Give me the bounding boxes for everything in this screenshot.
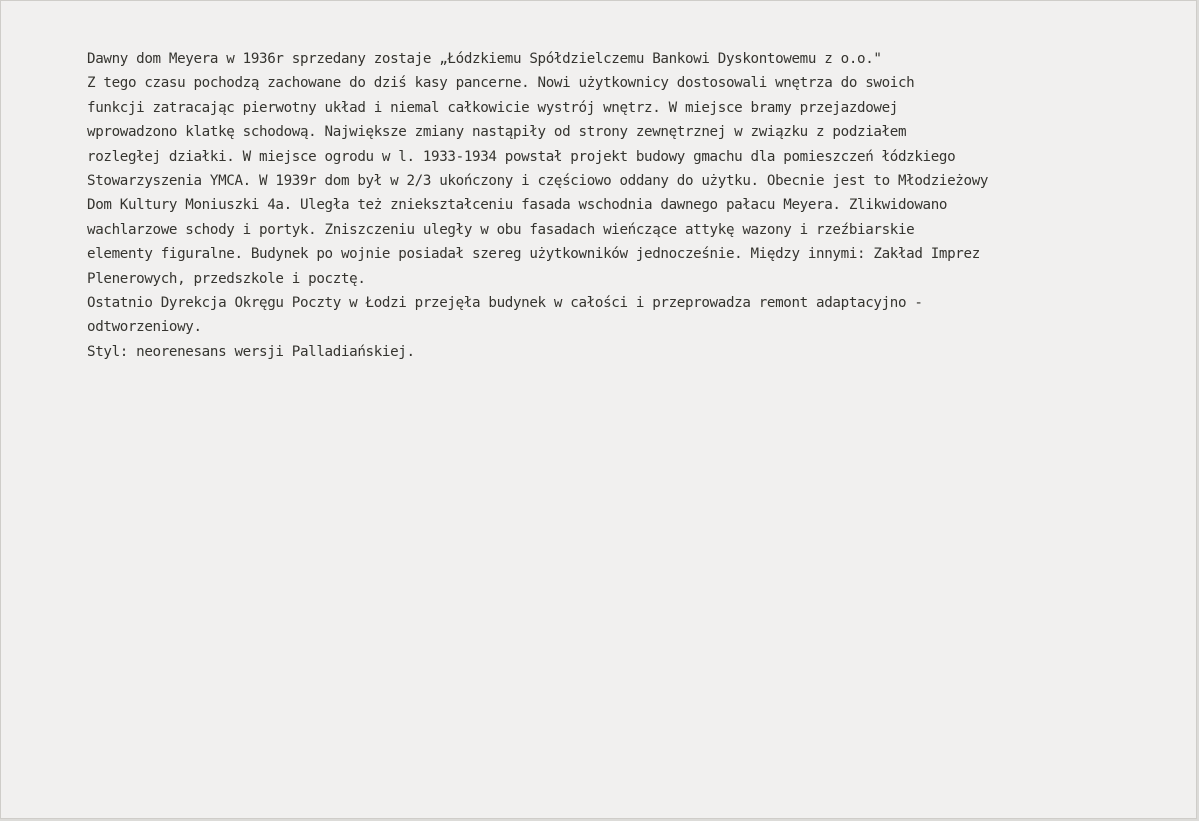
text-line: wprowadzono klatkę schodową. Największe zmiany nastąpiły od strony zewnętrznej w związku z podziałem bbox=[87, 124, 907, 141]
text-line: rozległej działki. W miejsce ogrodu w l. 1933-1934 powstał projekt budowy gmachu dla pomieszczeń łódzkiego bbox=[87, 148, 956, 165]
typewritten-text bbox=[87, 47, 1167, 364]
text-line: wachlarzowe schody i portyk. Zniszczeniu uległy w obu fasadach wieńczące attykę wazony i rzeźbiarskie bbox=[87, 221, 915, 238]
text-line: Stowarzyszenia YMCA. W 1939r dom był w 2/3 ukończony i częściowo oddany do użytku. Obecnie jest to Młodzieżowy bbox=[87, 172, 989, 189]
text-line: Z tego czasu pochodzą zachowane do dziś kasy pancerne. Nowi użytkownicy dostosowali wnętrza do swoich bbox=[87, 75, 915, 92]
text-line: Dom Kultury Moniuszki 4a. Uległa też zniekształceniu fasada wschodnia dawnego pałacu Meyera. Zlikwidowano bbox=[87, 197, 948, 214]
text-line: Dawny dom Meyera w 1936r sprzedany zostaje „Łódzkiemu Spółdzielczemu Bankowi Dyskontowemu z o.o." bbox=[87, 51, 882, 67]
text-line: funkcji zatracając pierwotny układ i niemal całkowicie wystrój wnętrz. W miejsce bramy przejazdowej bbox=[87, 99, 898, 116]
text-line: Plenerowych, przedszkole i pocztę. bbox=[87, 270, 366, 287]
text-line: odtworzeniowy. bbox=[87, 319, 202, 336]
text-line: elementy figuralne. Budynek po wojnie posiadał szereg użytkowników jednocześnie. Między innymi: Zakład Imprez bbox=[87, 246, 980, 263]
text-line: Ostatnio Dyrekcja Okręgu Poczty w Łodzi przejęła budynek w całości i przeprowadza remont adaptacyjno - bbox=[87, 294, 923, 311]
text-line: Styl: neorenesans wersji Palladiańskiej. bbox=[87, 343, 415, 360]
